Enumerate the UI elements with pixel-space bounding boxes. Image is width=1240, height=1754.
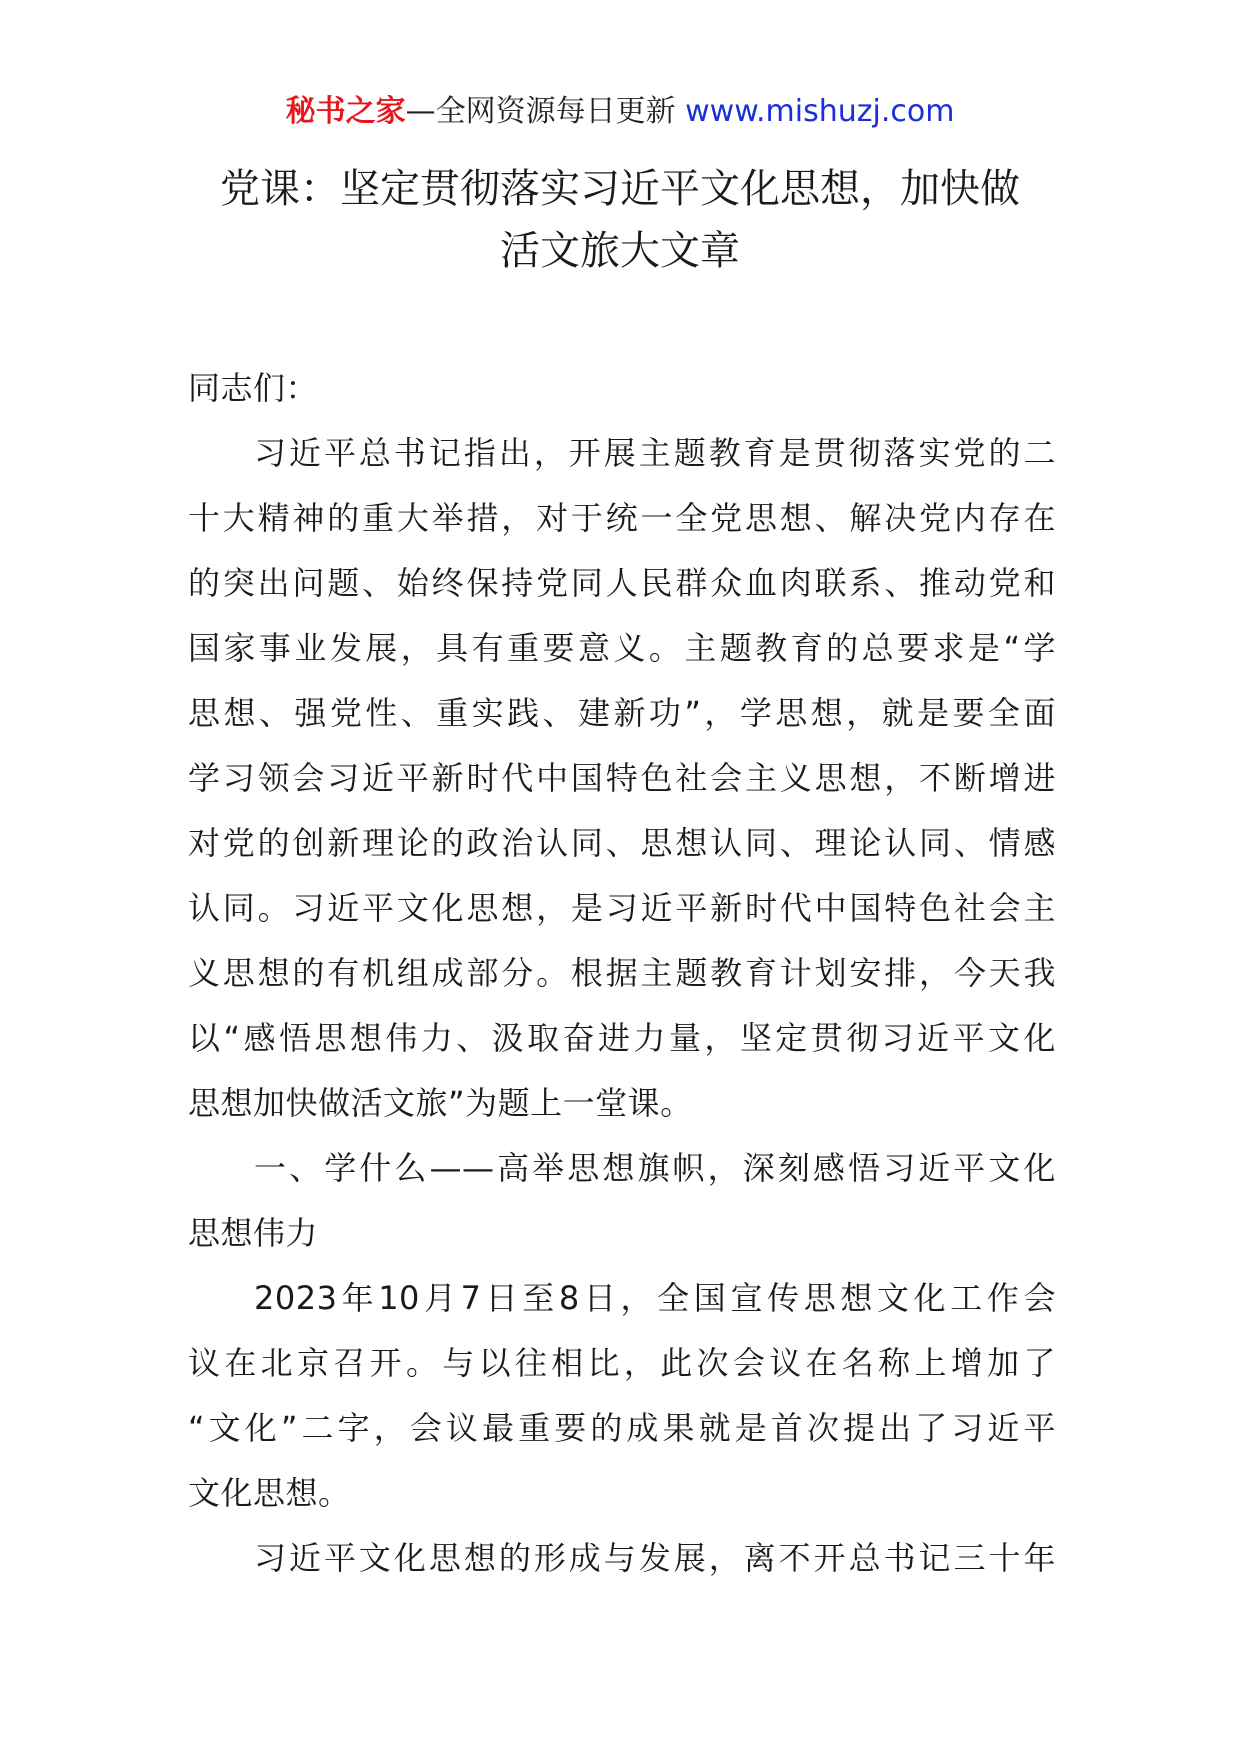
salutation: 同志们： bbox=[188, 369, 319, 407]
paragraph-line: 十大精神的重大举措，对于统一全党思想、解决党内存在 bbox=[188, 499, 1056, 537]
paragraph-line: 对党的创新理论的政治认同、思想认同、理论认同、情感 bbox=[188, 824, 1056, 862]
paragraph-line: “文化”二字，会议最重要的成果就是首次提出了习近平 bbox=[188, 1409, 1056, 1447]
section-heading-line: 思想伟力 bbox=[188, 1214, 319, 1252]
paragraph-line: 的突出问题、始终保持党同人民群众血肉联系、推动党和 bbox=[188, 564, 1056, 602]
site-url-link[interactable]: www.mishuzj.com bbox=[685, 94, 955, 129]
paragraph-line: 国家事业发展，具有重要意义。主题教育的总要求是“学 bbox=[188, 629, 1056, 667]
paragraph-line: 学习领会习近平新时代中国特色社会主义思想，不断增进 bbox=[188, 759, 1056, 797]
paragraph-line: 认同。习近平文化思想，是习近平新时代中国特色社会主 bbox=[188, 889, 1056, 927]
paragraph-line: 思想加快做活文旅”为题上一堂课。 bbox=[188, 1084, 693, 1122]
section-heading-line: 一、学什么——高举思想旗帜，深刻感悟习近平文化 bbox=[254, 1149, 1056, 1187]
paragraph-line: 议在北京召开。与以往相比，此次会议在名称上增加了 bbox=[188, 1344, 1056, 1382]
brand-name: 秘书之家 bbox=[285, 94, 406, 129]
header-tagline: —全网资源每日更新 bbox=[405, 94, 686, 129]
paragraph-line: 以“感悟思想伟力、汲取奋进力量，坚定贯彻习近平文化 bbox=[188, 1019, 1056, 1057]
title-line-2: 活文旅大文章 bbox=[500, 228, 740, 274]
paragraph-line: 习近平文化思想的形成与发展，离不开总书记三十年 bbox=[254, 1539, 1056, 1577]
paragraph-line: 义思想的有机组成部分。根据主题教育计划安排，今天我 bbox=[188, 954, 1056, 992]
paragraph-line: 习近平总书记指出，开展主题教育是贯彻落实党的二 bbox=[254, 434, 1056, 472]
paragraph-line: 思想、强党性、重实践、建新功”，学思想，就是要全面 bbox=[188, 694, 1056, 732]
title-line-1: 党课：坚定贯彻落实习近平文化思想，加快做 bbox=[220, 166, 1020, 212]
paragraph-line: 文化思想。 bbox=[188, 1474, 351, 1512]
document-title bbox=[150, 158, 1090, 282]
document-body bbox=[188, 356, 1056, 1591]
site-header bbox=[0, 92, 1240, 132]
paragraph-line: 2023年10月7日至8日，全国宣传思想文化工作会 bbox=[254, 1279, 1056, 1317]
